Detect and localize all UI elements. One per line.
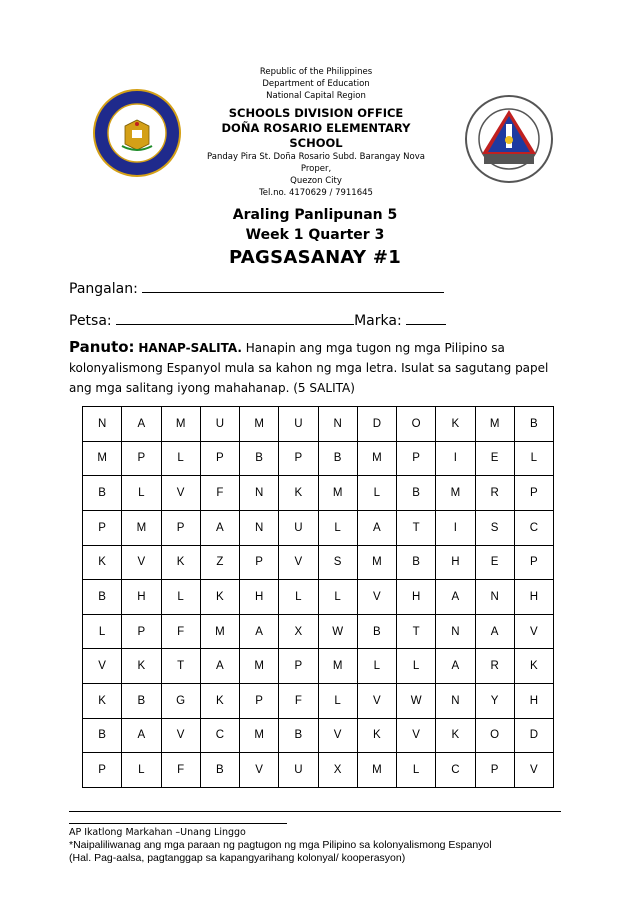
- grid-cell[interactable]: X: [279, 614, 318, 649]
- grid-cell[interactable]: B: [279, 718, 318, 753]
- grid-cell[interactable]: K: [357, 718, 396, 753]
- footer-divider: [69, 811, 561, 812]
- grid-cell[interactable]: P: [122, 441, 161, 476]
- grid-cell[interactable]: X: [318, 753, 357, 788]
- grid-cell[interactable]: V: [83, 649, 122, 684]
- name-field: [69, 278, 444, 297]
- grid-cell[interactable]: S: [318, 545, 357, 580]
- grid-cell[interactable]: L: [318, 684, 357, 719]
- grid-cell[interactable]: P: [161, 510, 200, 545]
- grid-cell[interactable]: U: [279, 407, 318, 442]
- grid-cell[interactable]: L: [357, 649, 396, 684]
- date-blank[interactable]: [116, 310, 354, 325]
- grid-cell[interactable]: B: [240, 441, 279, 476]
- grid-cell[interactable]: M: [357, 753, 396, 788]
- grid-cell[interactable]: H: [514, 580, 553, 615]
- header-address-line1: Panday Pira St. Doña Rosario Subd. Barangay Nova Proper,: [207, 152, 425, 174]
- grid-cell[interactable]: V: [514, 753, 553, 788]
- grid-cell[interactable]: F: [161, 614, 200, 649]
- grid-cell[interactable]: G: [161, 684, 200, 719]
- instructions: [69, 337, 569, 398]
- grid-row: [83, 545, 554, 580]
- grid-cell[interactable]: P: [83, 510, 122, 545]
- grid-cell[interactable]: A: [200, 510, 239, 545]
- grid-cell[interactable]: A: [475, 614, 514, 649]
- grid-cell[interactable]: W: [318, 614, 357, 649]
- grid-cell[interactable]: L: [318, 580, 357, 615]
- grid-cell[interactable]: P: [397, 441, 436, 476]
- school-logo: [92, 88, 182, 178]
- worksheet-title: [180, 205, 450, 271]
- grid-cell[interactable]: V: [161, 476, 200, 511]
- grid-cell[interactable]: T: [397, 510, 436, 545]
- grid-cell[interactable]: B: [200, 753, 239, 788]
- grid-cell[interactable]: W: [397, 684, 436, 719]
- grid-cell[interactable]: V: [161, 718, 200, 753]
- footer-short-divider: [69, 823, 287, 824]
- grid-cell[interactable]: F: [200, 476, 239, 511]
- grid-cell[interactable]: E: [475, 545, 514, 580]
- grid-cell[interactable]: V: [122, 545, 161, 580]
- grid-cell[interactable]: V: [318, 718, 357, 753]
- grid-cell[interactable]: M: [436, 476, 475, 511]
- grid-cell[interactable]: P: [200, 441, 239, 476]
- grid-cell[interactable]: D: [514, 718, 553, 753]
- instructions-keyword: HANAP-SALITA.: [138, 341, 242, 355]
- header-tel: Tel.no. 4170629 / 7911645: [259, 188, 373, 198]
- grid-cell[interactable]: A: [436, 649, 475, 684]
- grid-cell[interactable]: H: [240, 580, 279, 615]
- grid-cell[interactable]: P: [240, 545, 279, 580]
- grid-cell[interactable]: K: [83, 684, 122, 719]
- grid-cell[interactable]: K: [514, 649, 553, 684]
- grid-cell[interactable]: K: [279, 476, 318, 511]
- grid-row: [83, 614, 554, 649]
- grid-cell[interactable]: U: [279, 510, 318, 545]
- grid-cell[interactable]: A: [200, 649, 239, 684]
- grid-cell[interactable]: B: [397, 476, 436, 511]
- grid-cell[interactable]: K: [200, 684, 239, 719]
- grid-cell[interactable]: Y: [475, 684, 514, 719]
- grid-cell[interactable]: V: [357, 580, 396, 615]
- header-address-line2: Quezon City: [290, 176, 342, 186]
- grid-cell[interactable]: P: [122, 614, 161, 649]
- grid-cell[interactable]: D: [357, 407, 396, 442]
- grid-cell[interactable]: B: [397, 545, 436, 580]
- grid-cell[interactable]: N: [318, 407, 357, 442]
- grid-cell[interactable]: N: [436, 684, 475, 719]
- grid-cell[interactable]: P: [279, 441, 318, 476]
- grid-cell[interactable]: L: [161, 580, 200, 615]
- score-label: Marka:: [354, 313, 402, 329]
- grid-cell[interactable]: N: [240, 510, 279, 545]
- grid-cell[interactable]: R: [475, 476, 514, 511]
- grid-row: [83, 684, 554, 719]
- grid-cell[interactable]: B: [357, 614, 396, 649]
- header-school-name: DOÑA ROSARIO ELEMENTARY SCHOOL: [221, 121, 411, 150]
- grid-cell[interactable]: A: [122, 718, 161, 753]
- grid-row: [83, 510, 554, 545]
- subject-title: Araling Panlipunan 5: [232, 207, 398, 223]
- grid-cell[interactable]: U: [279, 753, 318, 788]
- grid-cell[interactable]: K: [122, 649, 161, 684]
- grid-cell[interactable]: N: [475, 580, 514, 615]
- grid-cell[interactable]: T: [161, 649, 200, 684]
- grid-cell[interactable]: H: [514, 684, 553, 719]
- grid-cell[interactable]: R: [475, 649, 514, 684]
- grid-cell[interactable]: L: [397, 649, 436, 684]
- grid-cell[interactable]: T: [397, 614, 436, 649]
- grid-cell[interactable]: K: [436, 718, 475, 753]
- grid-cell[interactable]: K: [200, 580, 239, 615]
- week-title: Week 1 Quarter 3: [245, 227, 385, 243]
- grid-cell[interactable]: C: [436, 753, 475, 788]
- school-header: [200, 66, 432, 199]
- grid-cell[interactable]: M: [83, 441, 122, 476]
- footer-example: (Hal. Pag-aalsa, pagtanggap sa kapangyarihang kolonyal/ kooperasyon): [69, 852, 406, 864]
- grid-cell[interactable]: M: [357, 545, 396, 580]
- grid-cell[interactable]: A: [436, 580, 475, 615]
- grid-cell[interactable]: I: [436, 441, 475, 476]
- grid-cell[interactable]: A: [122, 407, 161, 442]
- grid-cell[interactable]: P: [475, 753, 514, 788]
- grid-cell[interactable]: M: [240, 407, 279, 442]
- grid-cell[interactable]: B: [514, 407, 553, 442]
- header-country: Republic of the Philippines: [259, 67, 373, 77]
- grid-row: [83, 407, 554, 442]
- grid-cell[interactable]: P: [514, 545, 553, 580]
- grid-row: [83, 649, 554, 684]
- grid-cell[interactable]: M: [318, 649, 357, 684]
- date-label: Petsa:: [69, 313, 112, 329]
- grid-cell[interactable]: S: [475, 510, 514, 545]
- name-blank[interactable]: [142, 278, 444, 293]
- grid-cell[interactable]: H: [122, 580, 161, 615]
- grid-cell[interactable]: L: [397, 753, 436, 788]
- grid-cell[interactable]: B: [83, 718, 122, 753]
- grid-row: [83, 441, 554, 476]
- grid-cell[interactable]: M: [357, 441, 396, 476]
- grid-cell[interactable]: L: [279, 580, 318, 615]
- grid-cell[interactable]: K: [161, 545, 200, 580]
- grid-cell[interactable]: B: [122, 684, 161, 719]
- score-blank[interactable]: [406, 310, 446, 325]
- grid-cell[interactable]: L: [122, 476, 161, 511]
- grid-cell[interactable]: M: [161, 407, 200, 442]
- grid-cell[interactable]: B: [83, 476, 122, 511]
- grid-cell[interactable]: I: [436, 510, 475, 545]
- grid-cell[interactable]: M: [318, 476, 357, 511]
- header-region: National Capital Region: [266, 91, 366, 101]
- grid-cell[interactable]: C: [200, 718, 239, 753]
- grid-cell[interactable]: M: [240, 649, 279, 684]
- grid-row: [83, 718, 554, 753]
- grid-cell[interactable]: L: [122, 753, 161, 788]
- grid-cell[interactable]: L: [514, 441, 553, 476]
- grid-row: [83, 580, 554, 615]
- grid-cell[interactable]: Z: [200, 545, 239, 580]
- grid-cell[interactable]: P: [240, 684, 279, 719]
- instructions-lead: Panuto:: [69, 338, 135, 356]
- grid-cell[interactable]: L: [161, 441, 200, 476]
- grid-cell[interactable]: F: [161, 753, 200, 788]
- grid-cell[interactable]: L: [318, 510, 357, 545]
- grid-row: [83, 753, 554, 788]
- footer: [69, 826, 492, 865]
- grid-cell[interactable]: H: [436, 545, 475, 580]
- grid-cell[interactable]: N: [240, 476, 279, 511]
- grid-cell[interactable]: P: [279, 649, 318, 684]
- division-office-logo: [464, 94, 554, 184]
- grid-cell[interactable]: B: [83, 580, 122, 615]
- grid-cell[interactable]: B: [318, 441, 357, 476]
- grid-cell[interactable]: F: [279, 684, 318, 719]
- grid-cell[interactable]: V: [397, 718, 436, 753]
- grid-cell[interactable]: M: [240, 718, 279, 753]
- grid-cell[interactable]: P: [83, 753, 122, 788]
- grid-cell[interactable]: V: [240, 753, 279, 788]
- name-label: Pangalan:: [69, 281, 138, 297]
- grid-cell[interactable]: A: [357, 510, 396, 545]
- activity-title: PAGSASANAY #1: [228, 247, 402, 268]
- footer-quarter: AP Ikatlong Markahan –Unang Linggo: [69, 827, 246, 838]
- grid-cell[interactable]: K: [436, 407, 475, 442]
- grid-cell[interactable]: P: [514, 476, 553, 511]
- grid-cell[interactable]: A: [240, 614, 279, 649]
- grid-cell[interactable]: H: [397, 580, 436, 615]
- grid-cell[interactable]: N: [83, 407, 122, 442]
- word-search-grid: [82, 406, 554, 788]
- grid-cell[interactable]: V: [357, 684, 396, 719]
- date-field: [69, 310, 446, 329]
- header-office: SCHOOLS DIVISION OFFICE: [228, 106, 404, 120]
- grid-cell[interactable]: L: [83, 614, 122, 649]
- grid-cell[interactable]: M: [122, 510, 161, 545]
- instructions-text: Hanapin ang mga tugon ng mga Pilipino sa kolonyalismong Espanyol mula sa kahon ng mga letra. Isulat sa sagutang papel ang mga salitang iyong mahahanap. (5 SALITA): [69, 341, 549, 395]
- grid-cell[interactable]: O: [475, 718, 514, 753]
- grid-cell[interactable]: K: [83, 545, 122, 580]
- grid-cell[interactable]: O: [397, 407, 436, 442]
- grid-cell[interactable]: U: [200, 407, 239, 442]
- header-department: Department of Education: [262, 79, 370, 89]
- grid-cell[interactable]: V: [279, 545, 318, 580]
- grid-cell[interactable]: L: [357, 476, 396, 511]
- grid-cell[interactable]: E: [475, 441, 514, 476]
- grid-cell[interactable]: C: [514, 510, 553, 545]
- grid-row: [83, 476, 554, 511]
- grid-cell[interactable]: V: [514, 614, 553, 649]
- grid-cell[interactable]: M: [200, 614, 239, 649]
- grid-cell[interactable]: N: [436, 614, 475, 649]
- footer-competency: *Naipaliliwanag ang mga paraan ng pagtugon ng mga Pilipino sa kolonyalismong Espanyol: [69, 839, 492, 851]
- grid-cell[interactable]: M: [475, 407, 514, 442]
